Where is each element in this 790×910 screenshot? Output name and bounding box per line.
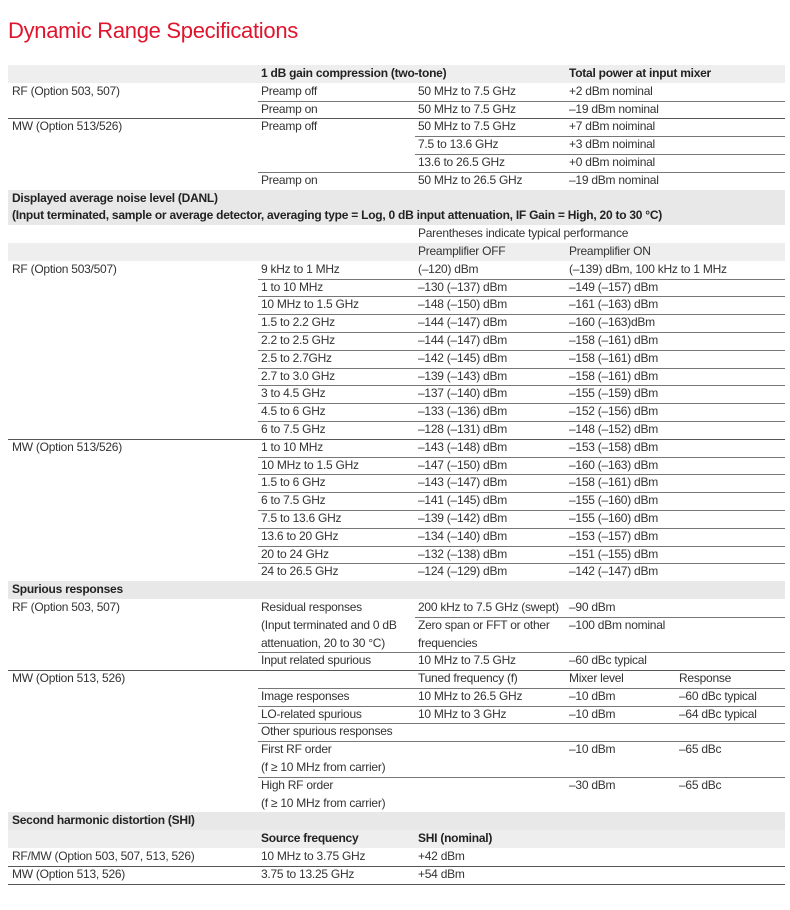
table-cell: 200 kHz to 7.5 GHz (swept) bbox=[418, 599, 559, 614]
table-cell: 3.75 to 13.25 GHz bbox=[261, 866, 355, 881]
table-row bbox=[8, 314, 785, 332]
table-cell: MW (Option 513/526) bbox=[12, 439, 122, 454]
table-cell: 24 to 26.5 GHz bbox=[261, 564, 339, 579]
table-cell: RF (Option 503/507) bbox=[12, 261, 117, 276]
table-cell: 10 MHz to 3.75 GHz bbox=[261, 849, 366, 864]
table-cell: –128 (–131) dBm bbox=[418, 421, 507, 436]
table-cell: Input related spurious bbox=[261, 653, 371, 668]
table-cell: 50 MHz to 26.5 GHz bbox=[418, 172, 523, 187]
table-cell: Preamp on bbox=[261, 101, 318, 116]
table-cell: –134 (–140) dBm bbox=[418, 528, 507, 543]
table-row bbox=[8, 279, 785, 297]
table-cell: Total power at input mixer bbox=[569, 66, 711, 80]
table-cell: –151 (–155) dBm bbox=[569, 546, 658, 561]
table-cell: –10 dBm bbox=[569, 706, 616, 721]
table-cell: 7.5 to 13.6 GHz bbox=[261, 510, 342, 525]
table-cell: 10 MHz to 1.5 GHz bbox=[261, 297, 359, 312]
row-divider bbox=[8, 884, 785, 885]
table-cell: –64 dBc typical bbox=[679, 706, 757, 721]
column-header-row bbox=[8, 65, 785, 83]
table-cell: Image responses bbox=[261, 688, 350, 703]
table-row bbox=[8, 261, 785, 279]
table-cell: –161 (–163) dBm bbox=[569, 297, 658, 312]
table-cell: –148 (–150) dBm bbox=[418, 297, 507, 312]
table-cell: SHI (nominal) bbox=[418, 831, 493, 846]
table-cell: (f ≥ 10 MHz from carrier) bbox=[261, 795, 386, 810]
table-cell: 4.5 to 6 GHz bbox=[261, 404, 326, 419]
table-row bbox=[8, 101, 785, 119]
table-row bbox=[8, 83, 785, 101]
table-cell: 6 to 7.5 GHz bbox=[261, 421, 326, 436]
table-cell: –147 (–150) dBm bbox=[418, 457, 507, 472]
table-row bbox=[8, 474, 785, 492]
page-title: Dynamic Range Specifications bbox=[8, 18, 298, 43]
table-cell: (Input terminated and 0 dB bbox=[261, 617, 397, 632]
table-cell: –149 (–157) dBm bbox=[569, 279, 658, 294]
table-cell: 20 to 24 GHz bbox=[261, 546, 329, 561]
table-row bbox=[8, 617, 785, 635]
table-row bbox=[8, 528, 785, 546]
table-row bbox=[8, 546, 785, 564]
table-cell: –158 (–161) dBm bbox=[569, 332, 658, 347]
table-cell: –142 (–145) dBm bbox=[418, 350, 507, 365]
table-cell: 9 kHz to 1 MHz bbox=[261, 261, 340, 276]
table-cell: 1 dB gain compression (two-tone) bbox=[261, 66, 447, 80]
table-cell: Preamplifier ON bbox=[569, 243, 651, 258]
table-cell: –155 (–159) dBm bbox=[569, 386, 658, 401]
table-cell: –90 dBm bbox=[569, 599, 616, 614]
table-cell: RF (Option 503, 507) bbox=[12, 599, 120, 614]
table-cell: –139 (–142) dBm bbox=[418, 510, 507, 525]
table-cell: –137 (–140) dBm bbox=[418, 386, 507, 401]
table-cell: –10 dBm bbox=[569, 688, 616, 703]
table-cell: –132 (–138) dBm bbox=[418, 546, 507, 561]
dynamic-range-spec-table bbox=[8, 65, 785, 884]
table-cell: Preamplifier OFF bbox=[418, 243, 506, 258]
table-cell: Preamp off bbox=[261, 119, 317, 134]
table-row bbox=[8, 492, 785, 510]
table-row bbox=[8, 403, 785, 421]
table-cell: Response bbox=[679, 671, 732, 686]
table-cell: –155 (–160) dBm bbox=[569, 510, 658, 525]
table-cell: RF (Option 503, 507) bbox=[12, 83, 120, 98]
table-cell: –143 (–148) dBm bbox=[418, 439, 507, 454]
table-cell: 1.5 to 2.2 GHz bbox=[261, 315, 335, 330]
section-header-row bbox=[8, 812, 785, 830]
table-row bbox=[8, 296, 785, 314]
table-cell: 2.2 to 2.5 GHz bbox=[261, 332, 335, 347]
table-row bbox=[8, 848, 785, 866]
table-cell: (–139) dBm, 100 kHz to 1 MHz bbox=[569, 261, 727, 276]
table-cell: MW (Option 513, 526) bbox=[12, 671, 126, 686]
table-cell: High RF order bbox=[261, 777, 334, 792]
table-cell: Parentheses indicate typical performance bbox=[418, 226, 629, 241]
table-row bbox=[8, 635, 785, 653]
table-row bbox=[8, 118, 785, 136]
table-cell: –160 (–163)dBm bbox=[569, 315, 655, 330]
table-cell: 7.5 to 13.6 GHz bbox=[418, 137, 499, 152]
table-row bbox=[8, 510, 785, 528]
table-row bbox=[8, 439, 785, 457]
table-row bbox=[8, 225, 785, 243]
table-cell: –158 (–161) dBm bbox=[569, 368, 658, 383]
table-cell: Preamp off bbox=[261, 83, 317, 98]
table-cell: 13.6 to 26.5 GHz bbox=[418, 154, 505, 169]
table-cell: Preamp on bbox=[261, 172, 318, 187]
table-row bbox=[8, 741, 785, 759]
table-cell: (–120) dBm bbox=[418, 261, 479, 276]
table-cell: –141 (–145) dBm bbox=[418, 493, 507, 508]
table-cell: Tuned frequency (f) bbox=[418, 671, 518, 686]
table-cell: –148 (–152) dBm bbox=[569, 421, 658, 436]
table-row bbox=[8, 332, 785, 350]
table-cell: attenuation, 20 to 30 °C) bbox=[261, 635, 385, 650]
section-title: Spurious responses bbox=[12, 582, 123, 597]
section-title: Displayed average noise level (DANL) bbox=[12, 190, 218, 205]
table-row bbox=[8, 421, 785, 439]
table-row bbox=[8, 368, 785, 386]
table-cell: +42 dBm bbox=[418, 849, 465, 864]
table-cell: –142 (–147) dBm bbox=[569, 564, 658, 579]
table-row bbox=[8, 154, 785, 172]
table-cell: –144 (–147) dBm bbox=[418, 315, 507, 330]
table-cell: frequencies bbox=[418, 635, 478, 650]
table-cell: –10 dBm bbox=[569, 742, 616, 757]
table-row bbox=[8, 866, 785, 884]
section-title: Second harmonic distortion (SHI) bbox=[12, 813, 195, 828]
table-cell: –153 (–157) dBm bbox=[569, 528, 658, 543]
table-cell: 10 MHz to 3 GHz bbox=[418, 706, 507, 721]
table-cell: –19 dBm nominal bbox=[569, 172, 659, 187]
table-cell: +0 dBm noiminal bbox=[569, 154, 655, 169]
table-cell: +2 dBm nominal bbox=[569, 83, 653, 98]
table-cell: –144 (–147) dBm bbox=[418, 332, 507, 347]
table-cell: –139 (–143) dBm bbox=[418, 368, 507, 383]
table-row bbox=[8, 759, 785, 777]
table-cell: –152 (–156) dBm bbox=[569, 404, 658, 419]
table-cell: –30 dBm bbox=[569, 777, 616, 792]
table-row bbox=[8, 599, 785, 617]
table-row bbox=[8, 136, 785, 154]
table-cell: First RF order bbox=[261, 742, 332, 757]
table-cell: 3 to 4.5 GHz bbox=[261, 386, 326, 401]
table-cell: 10 MHz to 7.5 GHz bbox=[418, 653, 516, 668]
table-cell: 50 MHz to 7.5 GHz bbox=[418, 101, 516, 116]
table-row bbox=[8, 688, 785, 706]
table-cell: –60 dBc typical bbox=[679, 688, 757, 703]
table-cell: –130 (–137) dBm bbox=[418, 279, 507, 294]
table-cell: RF/MW (Option 503, 507, 513, 526) bbox=[12, 849, 195, 864]
table-cell: 10 MHz to 1.5 GHz bbox=[261, 457, 359, 472]
table-cell: 1 to 10 MHz bbox=[261, 439, 323, 454]
table-cell: 1.5 to 6 GHz bbox=[261, 475, 326, 490]
table-row bbox=[8, 652, 785, 670]
table-row bbox=[8, 457, 785, 475]
table-cell: 10 MHz to 26.5 GHz bbox=[418, 688, 523, 703]
table-cell: –143 (–147) dBm bbox=[418, 475, 507, 490]
table-cell: –124 (–129) dBm bbox=[418, 564, 507, 579]
table-cell: Mixer level bbox=[569, 671, 624, 686]
table-row bbox=[8, 777, 785, 795]
table-row bbox=[8, 563, 785, 581]
table-row bbox=[8, 385, 785, 403]
table-cell: 50 MHz to 7.5 GHz bbox=[418, 83, 516, 98]
table-cell: –158 (–161) dBm bbox=[569, 475, 658, 490]
section-title: (Input terminated, sample or average detector, averaging type = Log, 0 dB input attenuation, IF Gain = High, 20 to 30 °C) bbox=[12, 208, 663, 223]
table-row bbox=[8, 706, 785, 724]
table-row bbox=[8, 350, 785, 368]
table-cell: –60 dBc typical bbox=[569, 653, 647, 668]
table-cell: –65 dBc bbox=[679, 742, 722, 757]
table-cell: –100 dBm nominal bbox=[569, 617, 666, 632]
column-header-row bbox=[8, 243, 785, 261]
table-cell: +54 dBm bbox=[418, 866, 465, 881]
table-cell: (f ≥ 10 MHz from carrier) bbox=[261, 760, 386, 775]
table-cell: –153 (–158) dBm bbox=[569, 439, 658, 454]
column-header-row bbox=[8, 830, 785, 848]
table-cell: Source frequency bbox=[261, 831, 359, 846]
table-cell: 13.6 to 20 GHz bbox=[261, 528, 339, 543]
table-row bbox=[8, 795, 785, 813]
table-cell: Zero span or FFT or other bbox=[418, 617, 550, 632]
table-cell: –65 dBc bbox=[679, 777, 722, 792]
table-cell: MW (Option 513, 526) bbox=[12, 866, 126, 881]
table-cell: 50 MHz to 7.5 GHz bbox=[418, 119, 516, 134]
table-row bbox=[8, 670, 785, 688]
table-cell: –158 (–161) dBm bbox=[569, 350, 658, 365]
section-header-row bbox=[8, 207, 785, 225]
table-cell: –19 dBm nominal bbox=[569, 101, 659, 116]
table-cell: Other spurious responses bbox=[261, 724, 393, 739]
table-cell: 2.7 to 3.0 GHz bbox=[261, 368, 335, 383]
table-row bbox=[8, 723, 785, 741]
table-cell: +3 dBm noiminal bbox=[569, 137, 655, 152]
table-row bbox=[8, 172, 785, 190]
table-cell: MW (Option 513/526) bbox=[12, 119, 122, 134]
table-cell: 6 to 7.5 GHz bbox=[261, 493, 326, 508]
table-cell: 1 to 10 MHz bbox=[261, 279, 323, 294]
table-cell: Residual responses bbox=[261, 599, 362, 614]
table-cell: +7 dBm noiminal bbox=[569, 119, 655, 134]
table-cell: –160 (–163) dBm bbox=[569, 457, 658, 472]
table-cell: LO-related spurious bbox=[261, 706, 362, 721]
table-cell: –155 (–160) dBm bbox=[569, 493, 658, 508]
section-header-row bbox=[8, 581, 785, 599]
table-cell: 2.5 to 2.7GHz bbox=[261, 350, 332, 365]
section-header-row bbox=[8, 190, 785, 208]
table-cell: –133 (–136) dBm bbox=[418, 404, 507, 419]
